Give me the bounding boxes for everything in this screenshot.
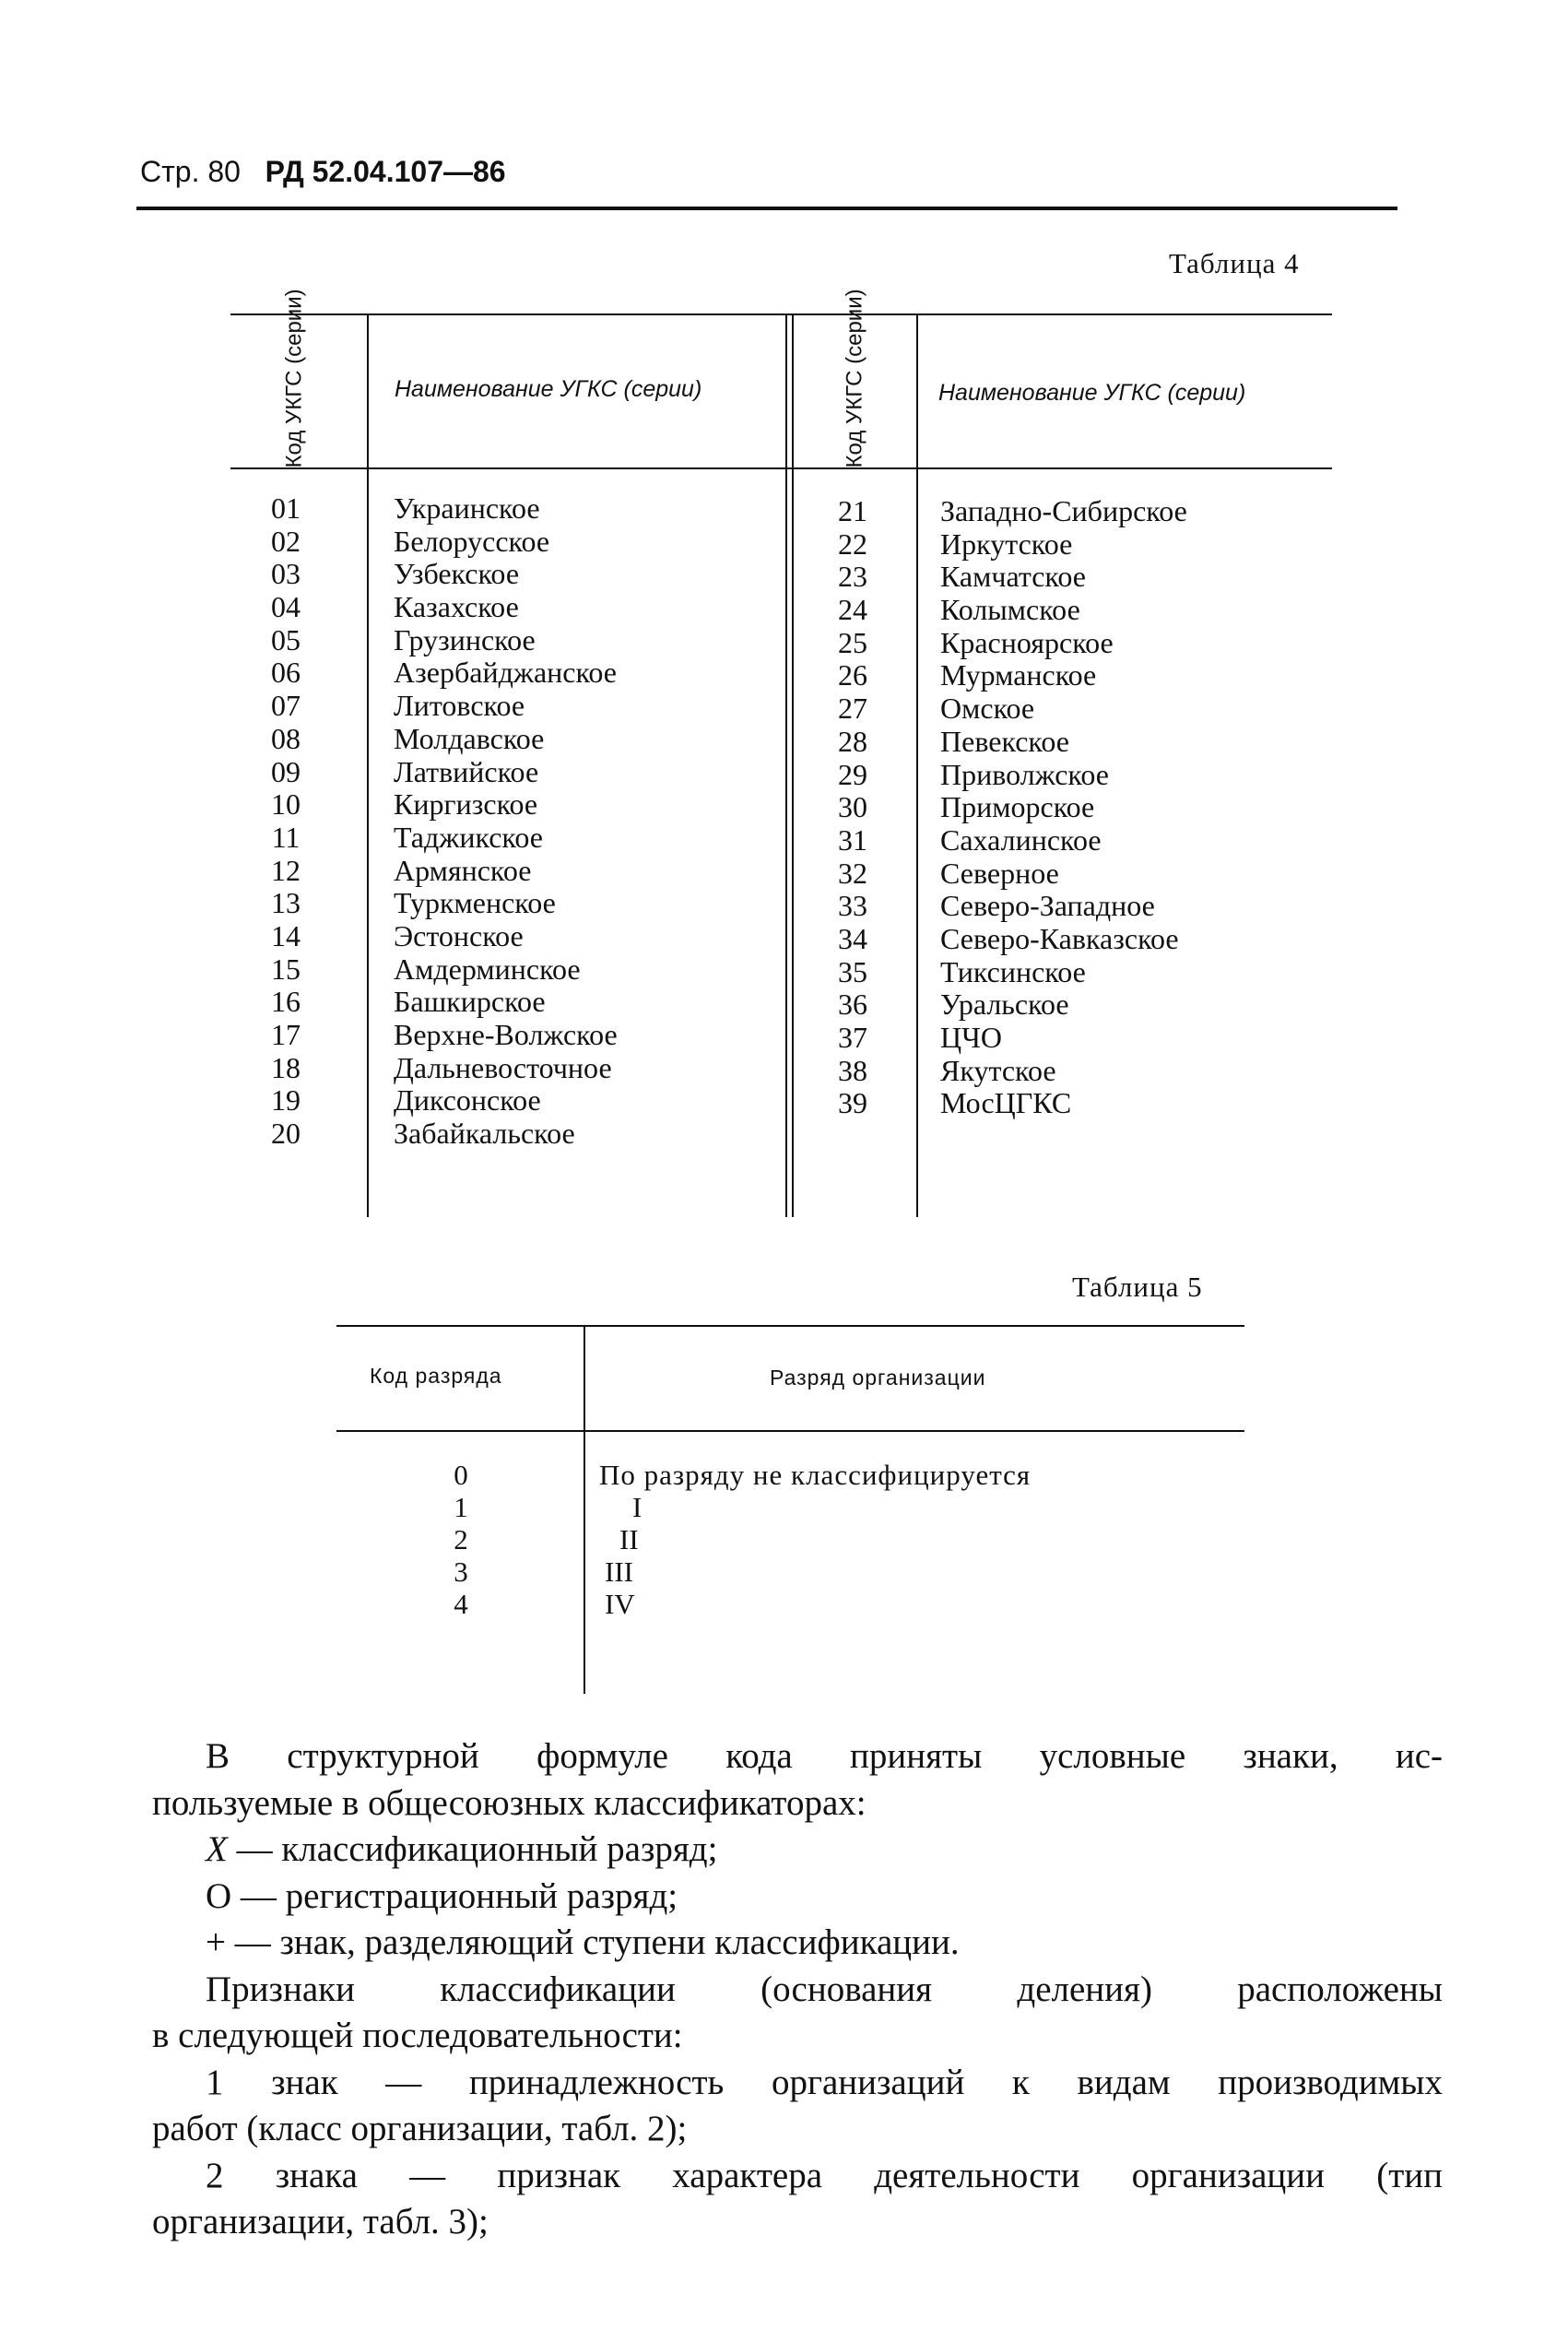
- name-cell: Красноярское: [940, 625, 1114, 659]
- page-number: Стр. 80: [140, 155, 241, 188]
- name-cell: Омское: [940, 692, 1035, 726]
- code-cell: 31: [838, 822, 867, 857]
- code-cell: 19: [271, 1083, 301, 1118]
- name-cell: Приволжское: [940, 757, 1109, 791]
- table4: [230, 289, 1332, 1217]
- code-cell: 1: [454, 1491, 468, 1523]
- table4-name-header-right: Наименование УГКС (серии): [938, 380, 1246, 406]
- code-cell: 27: [838, 692, 867, 726]
- name-cell: ЦЧО: [940, 1021, 1003, 1054]
- name-cell: Украинское: [394, 491, 540, 525]
- table5-caption: Таблица 5: [1072, 1271, 1203, 1303]
- body-text: [152, 1733, 1443, 2246]
- name-cell: Грузинское: [394, 622, 536, 656]
- name-cell: МосЦГКС: [940, 1086, 1072, 1120]
- code-cell: 2: [454, 1523, 468, 1555]
- paragraph: В структурной формуле кода приняты условные знаки, ис-: [206, 1736, 1443, 1776]
- code-cell: 09: [271, 754, 301, 788]
- name-cell: Верхне-Волжское: [394, 1018, 618, 1051]
- code-cell: 36: [838, 988, 867, 1022]
- code-cell: 03: [271, 557, 301, 591]
- table4-left-codes: [258, 492, 313, 1151]
- code-cell: 18: [271, 1050, 301, 1084]
- paragraph: организации, табл. 3);: [152, 2202, 489, 2241]
- code-cell: 01: [271, 491, 301, 525]
- code-cell: 37: [838, 1021, 867, 1054]
- code-cell: 23: [838, 560, 867, 594]
- code-cell: 29: [838, 757, 867, 791]
- table4-divider: [792, 313, 794, 1217]
- code-cell: 10: [271, 787, 301, 822]
- table5-name-header: Разряд организации: [770, 1366, 986, 1390]
- paragraph: О — регистрационный разряд;: [206, 1875, 678, 1916]
- code-cell: 17: [271, 1018, 301, 1051]
- name-cell: Мурманское: [940, 658, 1097, 692]
- code-cell: 14: [271, 918, 301, 952]
- code-cell: 38: [838, 1053, 867, 1087]
- name-cell: Армянское: [394, 853, 532, 887]
- code-cell: 11: [271, 820, 301, 854]
- code-cell: 20: [271, 1117, 301, 1151]
- table4-code-header: Код УКГС (серии): [281, 289, 307, 468]
- name-cell: Северное: [940, 856, 1059, 890]
- code-cell: 04: [271, 590, 301, 624]
- paragraph: Признаки классификации (основания деления) расположены: [206, 1969, 1443, 2009]
- code-cell: 3: [454, 1555, 468, 1588]
- table4-right-codes: [820, 495, 885, 1120]
- code-cell: 05: [271, 622, 301, 656]
- name-cell: Азербайджанское: [394, 656, 617, 690]
- name-cell: Молдавское: [394, 721, 545, 755]
- name-cell: Якутское: [940, 1053, 1056, 1087]
- table4-left-names: [394, 492, 618, 1151]
- table4-right-names: [940, 495, 1187, 1120]
- name-cell: Приморское: [940, 790, 1095, 824]
- paragraph: 2 знака — признак характера деятельности организации (тип: [206, 2155, 1443, 2195]
- table4-divider: [367, 313, 369, 1217]
- table5: [336, 1325, 1244, 1694]
- code-cell: 32: [838, 856, 867, 890]
- code-cell: 30: [838, 790, 867, 824]
- name-cell: Таджикское: [394, 820, 543, 854]
- name-cell: Тиксинское: [940, 954, 1086, 988]
- table5-top-rule: [336, 1325, 1244, 1327]
- table4-name-header: Наименование УГКС (серии): [395, 376, 702, 402]
- name-cell: Сахалинское: [940, 822, 1102, 857]
- code-cell: 24: [838, 593, 867, 627]
- name-cell: Иркутское: [940, 526, 1073, 561]
- code-cell: 22: [838, 526, 867, 561]
- name-cell: Литовское: [394, 689, 525, 723]
- paragraph: [152, 1827, 1443, 1874]
- code-cell: 15: [271, 952, 301, 986]
- table5-divider: [584, 1325, 585, 1694]
- page-header: [140, 155, 506, 189]
- name-cell: IV: [605, 1588, 635, 1620]
- code-cell: 35: [838, 954, 867, 988]
- paragraph: работ (класс организации, табл. 2);: [152, 2109, 688, 2148]
- code-cell: 26: [838, 658, 867, 692]
- name-cell: Башкирское: [394, 985, 546, 1019]
- name-cell: Западно-Сибирское: [940, 494, 1187, 527]
- name-cell: Казахское: [394, 590, 519, 624]
- name-cell: По разряду не классифицируется: [599, 1459, 1032, 1491]
- code-cell: 08: [271, 721, 301, 755]
- table4-top-rule: [230, 313, 1332, 315]
- code-cell: 4: [454, 1588, 468, 1620]
- code-cell: 16: [271, 985, 301, 1019]
- name-cell: Забайкальское: [394, 1117, 575, 1151]
- name-cell: Северо-Западное: [940, 889, 1155, 923]
- name-cell: II: [619, 1523, 639, 1555]
- name-cell: I: [632, 1491, 643, 1523]
- table5-code-header: Код разряда: [370, 1364, 502, 1388]
- code-cell: 0: [454, 1459, 468, 1491]
- name-cell: Певекское: [940, 724, 1069, 758]
- code-cell: 33: [838, 889, 867, 923]
- code-cell: 34: [838, 921, 867, 955]
- code-cell: 07: [271, 689, 301, 723]
- table4-divider: [785, 313, 787, 1217]
- table5-names: [599, 1459, 1031, 1620]
- code-cell: 13: [271, 886, 301, 920]
- table4-divider: [916, 313, 918, 1217]
- table4-caption: Таблица 4: [1169, 247, 1300, 279]
- document-code: РД 52.04.107—86: [265, 155, 506, 188]
- name-cell: Туркменское: [394, 886, 556, 920]
- x-definition: — классификационный разряд;: [227, 1829, 718, 1869]
- name-cell: Латвийское: [394, 754, 539, 788]
- code-cell: 28: [838, 724, 867, 758]
- code-cell: 02: [271, 524, 301, 558]
- name-cell: Эстонское: [394, 918, 524, 952]
- name-cell: Камчатское: [940, 560, 1086, 594]
- name-cell: Дальневосточное: [394, 1050, 612, 1084]
- paragraph: 1 знак — принадлежность организаций к видам производимых: [206, 2062, 1443, 2102]
- paragraph: пользуемые в общесоюзных классификаторах:: [152, 1782, 867, 1823]
- name-cell: III: [605, 1555, 633, 1588]
- table4-code-header-right: Код УКГС (серии): [842, 289, 867, 468]
- code-cell: 21: [838, 494, 867, 527]
- header-rule: [136, 207, 1397, 210]
- paragraph: в следующей последовательности:: [152, 2016, 683, 2055]
- name-cell: Северо-Кавказское: [940, 921, 1179, 955]
- code-cell: 25: [838, 625, 867, 659]
- x-symbol: X: [206, 1829, 228, 1869]
- name-cell: Уральское: [940, 988, 1069, 1022]
- table5-header-rule: [336, 1430, 1244, 1432]
- name-cell: Диксонское: [394, 1083, 541, 1118]
- name-cell: Узбекское: [394, 557, 520, 591]
- table4-header-rule: [230, 467, 1332, 469]
- name-cell: Киргизское: [394, 787, 538, 822]
- table5-codes: [442, 1459, 479, 1620]
- code-cell: 06: [271, 656, 301, 690]
- name-cell: Амдерминское: [394, 952, 581, 986]
- name-cell: Белорусское: [394, 524, 550, 558]
- name-cell: Колымское: [940, 593, 1080, 627]
- code-cell: 12: [271, 853, 301, 887]
- paragraph: + — знак, разделяющий ступени классификации.: [206, 1922, 960, 1962]
- code-cell: 39: [838, 1086, 867, 1120]
